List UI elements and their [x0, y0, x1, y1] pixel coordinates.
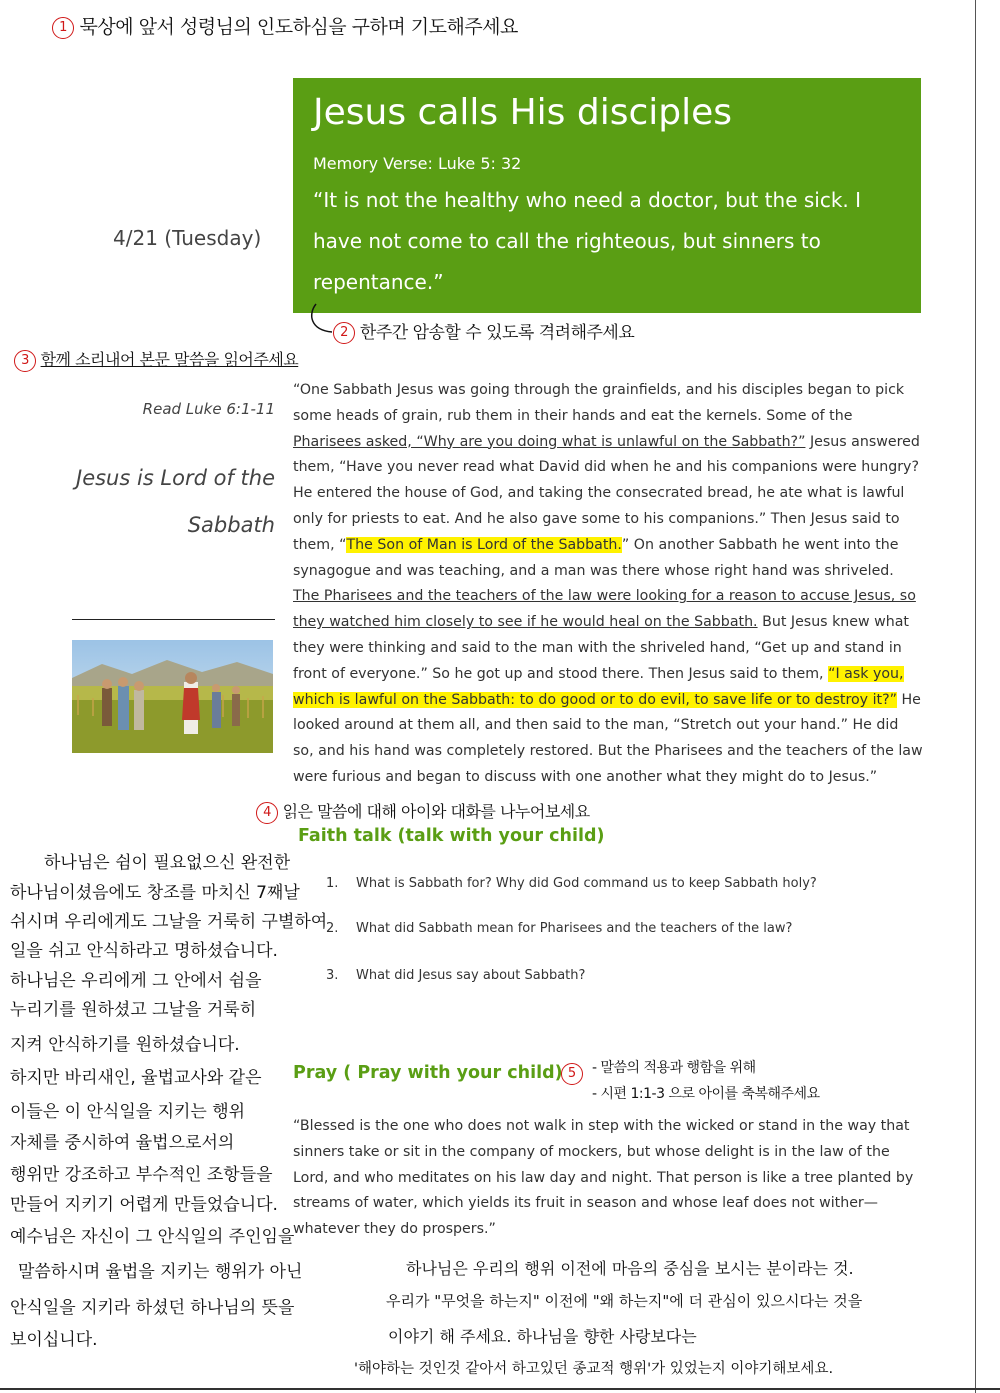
- memory-verse-label: Memory Verse: Luke 5: 32: [313, 154, 522, 173]
- underlined-text: Pharisees asked, “Why are you doing what is unlawful on the Sabbath?”: [293, 433, 806, 450]
- underlined-text: The Pharisees and the teachers of the law were looking for a reason to accuse Jesus, so they watched him closely to see if he would heal on the Sabbath.: [293, 588, 916, 631]
- date-label: 4/21 (Tuesday): [113, 226, 262, 250]
- pray-title: Pray ( Pray with your child): [293, 1063, 563, 1083]
- memory-verse-quote: “It is not the healthy who need a doctor, but the sick. I have not come to call the righteous, but sinners to repentance.”: [313, 188, 862, 294]
- step-number-5: 5: [561, 1063, 583, 1085]
- section-title: Jesus is Lord of the Sabbath: [76, 466, 275, 537]
- handwritten-note-4: 4 읽은 말씀에 대해 아이와 대화를 나누어보세요: [256, 799, 590, 824]
- prayer-passage: “Blessed is the one who does not walk in step with the wicked or stand in the way that sinners take or sit in the company of mockers, but whose delight is in the law of the Lord, and who meditates on his law day and night. That person is like a tree planted by streams of water, which yields its fruit in season and whose leaf does not wither— whatever they do prospers.”: [293, 1118, 914, 1238]
- handwritten-note-3: 3 함께 소리내어 본문 말씀을 읽어주세요: [14, 347, 298, 372]
- step-number-4: 4: [256, 802, 278, 824]
- scripture-reference: Read Luke 6:1-11: [142, 400, 275, 418]
- faith-talk-title: Faith talk (talk with your child): [298, 826, 605, 846]
- scripture-passage: “One Sabbath Jesus was going through the grainfields, and his disciples began to pick some heads of grain, rub them in their hands and eat the kernels. Some of the Pharisees asked, “Why are you doing what is unlawful on the Sabbath?” Jesus answered them, “Have you never read what David did when he and his companions were hungry? He entered the house of God, and taking the consecrated bread, he ate what is lawful only for priests to eat. And he also gave some to his companions.” Then Jesus said to them, “The Son of Man is Lord of the Sabbath.” On another Sabbath he went into the synagogue and was teaching, and a man was there whose right hand was shriveled. The Pharisees and the teachers of the law were looking for a reason to accuse Jesus, so they watched him closely to see if he would heal on the Sabbath. But Jesus knew what they were thinking and said to the man with the shriveled hand, “Get up and stand in front of everyone.” So he got up and stood there. Then Jesus said to them, “I ask you, which is lawful on the Sabbath: to do good or to do evil, to save life or to destroy it?” He looked around at them all, and then said to the man, “Stretch out your hand.” He did so, and his hand was completely restored. But the Pharisees and the teachers of the law were furious and began to discuss with one another what they might do to Jesus.”: [293, 382, 923, 785]
- jesus-disciples-illustration: [72, 640, 273, 753]
- question-item: 3. What did Jesus say about Sabbath?: [326, 968, 586, 983]
- handwritten-note-1: 1 묵상에 앞서 성령님의 인도하심을 구하며 기도해주세요: [52, 12, 518, 39]
- title-banner: [293, 78, 921, 313]
- divider: [72, 619, 275, 620]
- lesson-title: Jesus calls His disciples: [313, 92, 733, 133]
- step-number-5-wrap: [561, 1063, 583, 1085]
- curved-arrow-icon: [306, 300, 336, 340]
- question-item: 1. What is Sabbath for? Why did God command us to keep Sabbath holy?: [326, 876, 817, 891]
- highlighted-text: The Son of Man is Lord of the Sabbath.: [346, 536, 622, 553]
- step-number-3: 3: [14, 350, 36, 372]
- highlighted-text: “I ask you, which is lawful on the Sabbath: to do good or to do evil, to save life or to destroy it?”: [293, 665, 904, 708]
- page-right-border: [975, 0, 976, 1393]
- question-item: 2. What did Sabbath mean for Pharisees and the teachers of the law?: [326, 921, 793, 936]
- step-number-1: 1: [52, 17, 74, 39]
- handwritten-note-5: - 말씀의 적용과 행함을 위해 - 시편 1:1-3 으로 아이를 축복해주세요: [592, 1060, 820, 1102]
- handwritten-note-2: 2 한주간 암송할 수 있도록 격려해주세요: [333, 318, 634, 344]
- step-number-2: 2: [333, 322, 355, 344]
- page-bottom-border: [0, 1388, 1000, 1390]
